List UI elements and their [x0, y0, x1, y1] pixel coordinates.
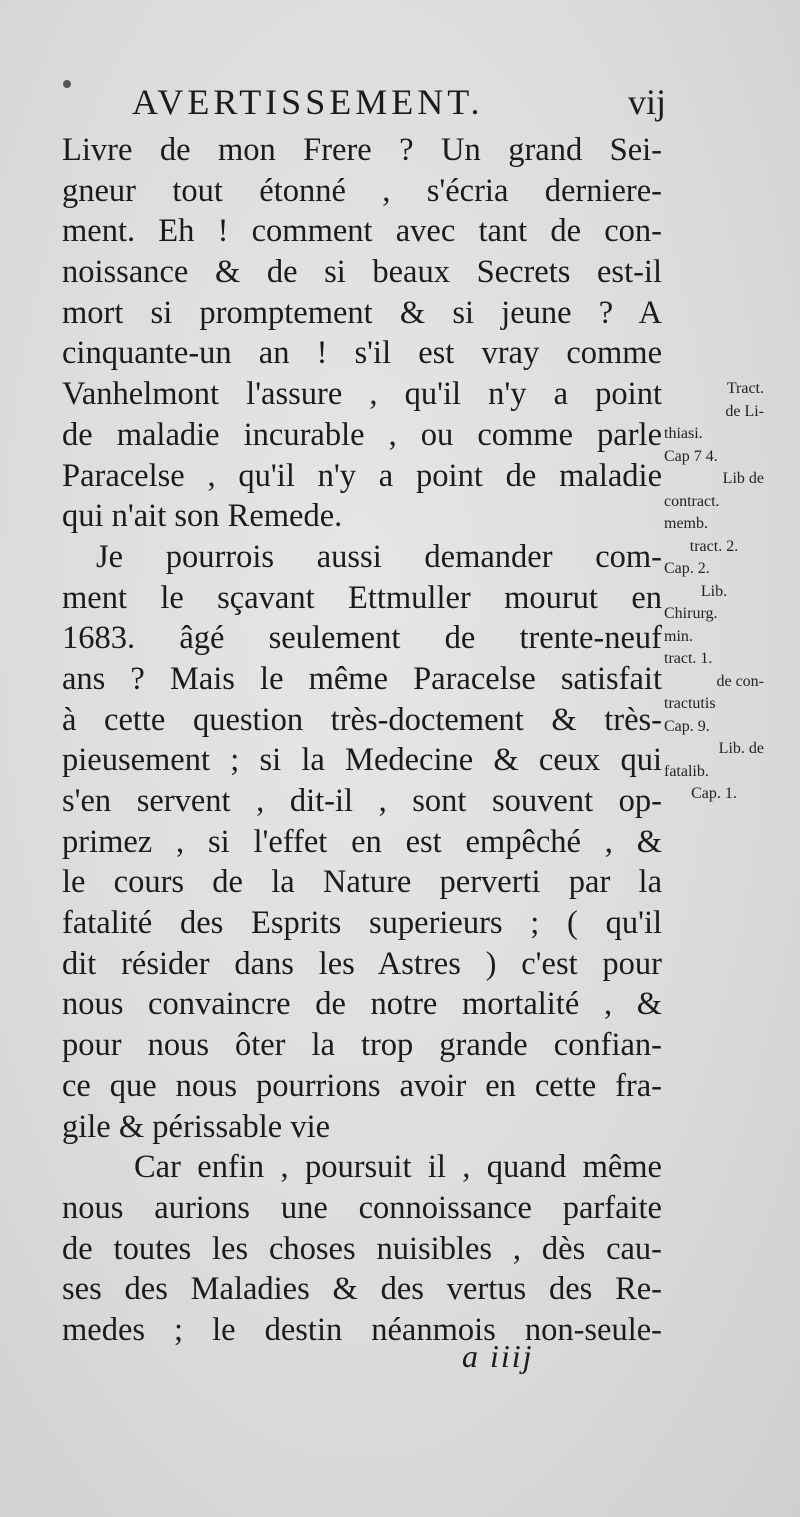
text-line: ce que nous pourrions avoir en cette fra-: [62, 1067, 662, 1104]
running-header: [96, 76, 666, 128]
text-line: mort si promptement & si jeune ? A: [62, 294, 662, 331]
text-line: noissance & de si beaux Secrets est-il: [62, 254, 662, 291]
body-text: [62, 130, 662, 1351]
text-line: gile & périssable vie: [62, 1108, 331, 1145]
text-line: pour nous ôter la trop grande confian-: [62, 1027, 662, 1064]
text-line: s'en servent , dit-il , sont souvent op-: [62, 783, 662, 819]
text-line: Paracelse , qu'il n'y a point de maladie: [62, 457, 662, 494]
margin-note: Tract.: [726, 380, 764, 397]
margin-note: Cap. 9.: [664, 717, 710, 735]
text-line: de toutes les choses nuisibles , dès cau-: [62, 1230, 662, 1267]
text-line: medes ; le destin néanmois non-seule-: [62, 1311, 662, 1348]
margin-note: tract. 1.: [664, 650, 713, 667]
text-line: de maladie incurable , ou comme parle: [62, 416, 662, 453]
margin-note: Chirurg.: [664, 605, 718, 622]
margin-note: Cap 7 4.: [664, 447, 718, 465]
text-line: gneur tout étonné , s'écria derniere-: [62, 172, 662, 209]
margin-note: memb.: [664, 515, 708, 532]
text-line: nous convaincre de notre mortalité , &: [62, 986, 662, 1023]
text-line: Vanhelmont l'assure , qu'il n'y a point: [62, 376, 662, 413]
text-line: ses des Maladies & des vertus des Re-: [62, 1271, 662, 1308]
text-line: ment le sçavant Ettmuller mourut en: [62, 579, 662, 616]
text-line: dit résider dans les Astres ) c'est pour: [62, 945, 662, 982]
margin-note: Cap. 1.: [691, 785, 737, 802]
text-line: nous aurions une connoissance parfaite: [62, 1189, 662, 1226]
signature-mark: a iiij: [462, 1338, 534, 1374]
page-number: vij: [627, 82, 666, 122]
margin-note: de Li-: [725, 402, 764, 420]
margin-note: contract.: [664, 492, 720, 510]
margin-note: Lib de: [722, 470, 764, 487]
margin-note: fatalib.: [664, 762, 709, 780]
margin-note: min.: [664, 627, 693, 645]
text-line: 1683. âgé seulement de trente-neuf: [62, 620, 662, 657]
text-line: qui n'ait son Remede.: [62, 498, 343, 535]
text-line: fatalité des Esprits superieurs ; ( qu'il: [62, 905, 662, 942]
text-line: à cette question très-doctement & très-: [62, 701, 662, 738]
margin-note: Cap. 2.: [664, 560, 710, 577]
text-line: Livre de mon Frere ? Un grand Sei-: [62, 132, 662, 168]
marginal-references: [664, 378, 764, 806]
text-line: ment. Eh ! comment avec tant de con-: [62, 213, 662, 250]
text-line: cinquante-un an ! s'il est vray comme: [62, 335, 662, 372]
margin-note: Lib.: [700, 582, 728, 600]
text-line: ans ? Mais le même Paracelse satisfait: [62, 660, 662, 697]
header-title: AVERTISSEMENT.: [132, 82, 484, 122]
text-line: Car enfin , poursuit il , quand même: [134, 1149, 662, 1186]
text-line: Je pourrois aussi demander com-: [96, 538, 662, 575]
text-line: pieusement ; si la Medecine & ceux qui: [62, 742, 662, 779]
margin-note: thiasi.: [664, 425, 703, 442]
margin-note: Lib. de: [718, 740, 764, 757]
margin-note: tract. 2.: [689, 537, 739, 555]
margin-note: tractutis: [664, 695, 716, 712]
ink-speck: [63, 80, 71, 88]
text-line: le cours de la Nature perverti par la: [62, 864, 662, 901]
text-line: primez , si l'effet en est empêché , &: [62, 823, 662, 860]
margin-note: de con-: [716, 672, 764, 690]
